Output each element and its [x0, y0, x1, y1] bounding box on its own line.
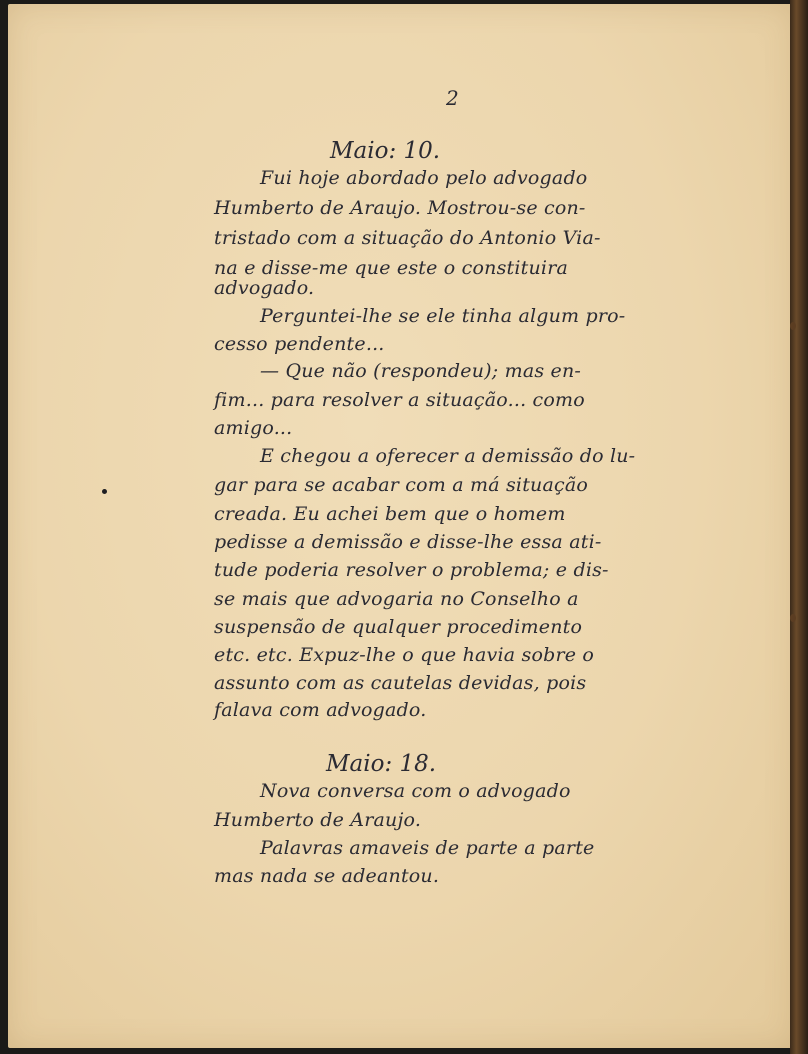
text-line: Humberto de Araujo. Mostrou-se con- [214, 197, 586, 219]
binding-hole [790, 322, 796, 330]
text-line: Palavras amaveis de parte a parte [260, 837, 595, 859]
entry-heading-maio-10: Maio: 10. [330, 138, 441, 164]
text-line: advogado. [214, 277, 315, 299]
text-line: etc. etc. Expuz-lhe o que havia sobre o [214, 644, 595, 666]
manuscript-sheet [8, 4, 794, 1048]
text-line: Fui hoje abordado pelo advogado [260, 167, 588, 189]
text-line: suspensão de qualquer procedimento [214, 616, 583, 638]
text-line: cesso pendente... [214, 333, 385, 355]
text-line: amigo... [214, 417, 293, 439]
text-line: pedisse a demissão e disse-lhe essa ati- [214, 531, 602, 553]
entry-heading-maio-18: Maio: 18. [326, 751, 437, 777]
text-line: Nova conversa com o advogado [260, 780, 571, 802]
text-line: falava com advogado. [214, 699, 427, 721]
binding-edge [790, 0, 808, 1054]
text-line: E chegou a oferecer a demissão do lu- [260, 445, 636, 467]
ink-spot [102, 489, 107, 494]
text-line: — Que não (respondeu); mas en- [260, 360, 582, 382]
text-line: tristado com a situação do Antonio Via- [214, 227, 601, 249]
text-line: fim... para resolver a situação... como [214, 389, 585, 411]
text-line: assunto com as cautelas devidas, pois [214, 672, 587, 694]
text-line: mas nada se adeantou. [214, 865, 440, 887]
text-line: na e disse-me que este o constituira [214, 257, 569, 279]
text-line: se mais que advogaria no Conselho a [214, 588, 579, 610]
text-line: Perguntei-lhe se ele tinha algum pro- [260, 305, 626, 327]
text-line: creada. Eu achei bem que o homem [214, 503, 566, 525]
text-line: Humberto de Araujo. [214, 809, 422, 831]
text-line: tude poderia resolver o problema; e dis- [214, 559, 609, 581]
page-number: 2 [446, 86, 459, 110]
binding-hole [790, 614, 796, 622]
text-line: gar para se acabar com a má situação [214, 474, 589, 496]
